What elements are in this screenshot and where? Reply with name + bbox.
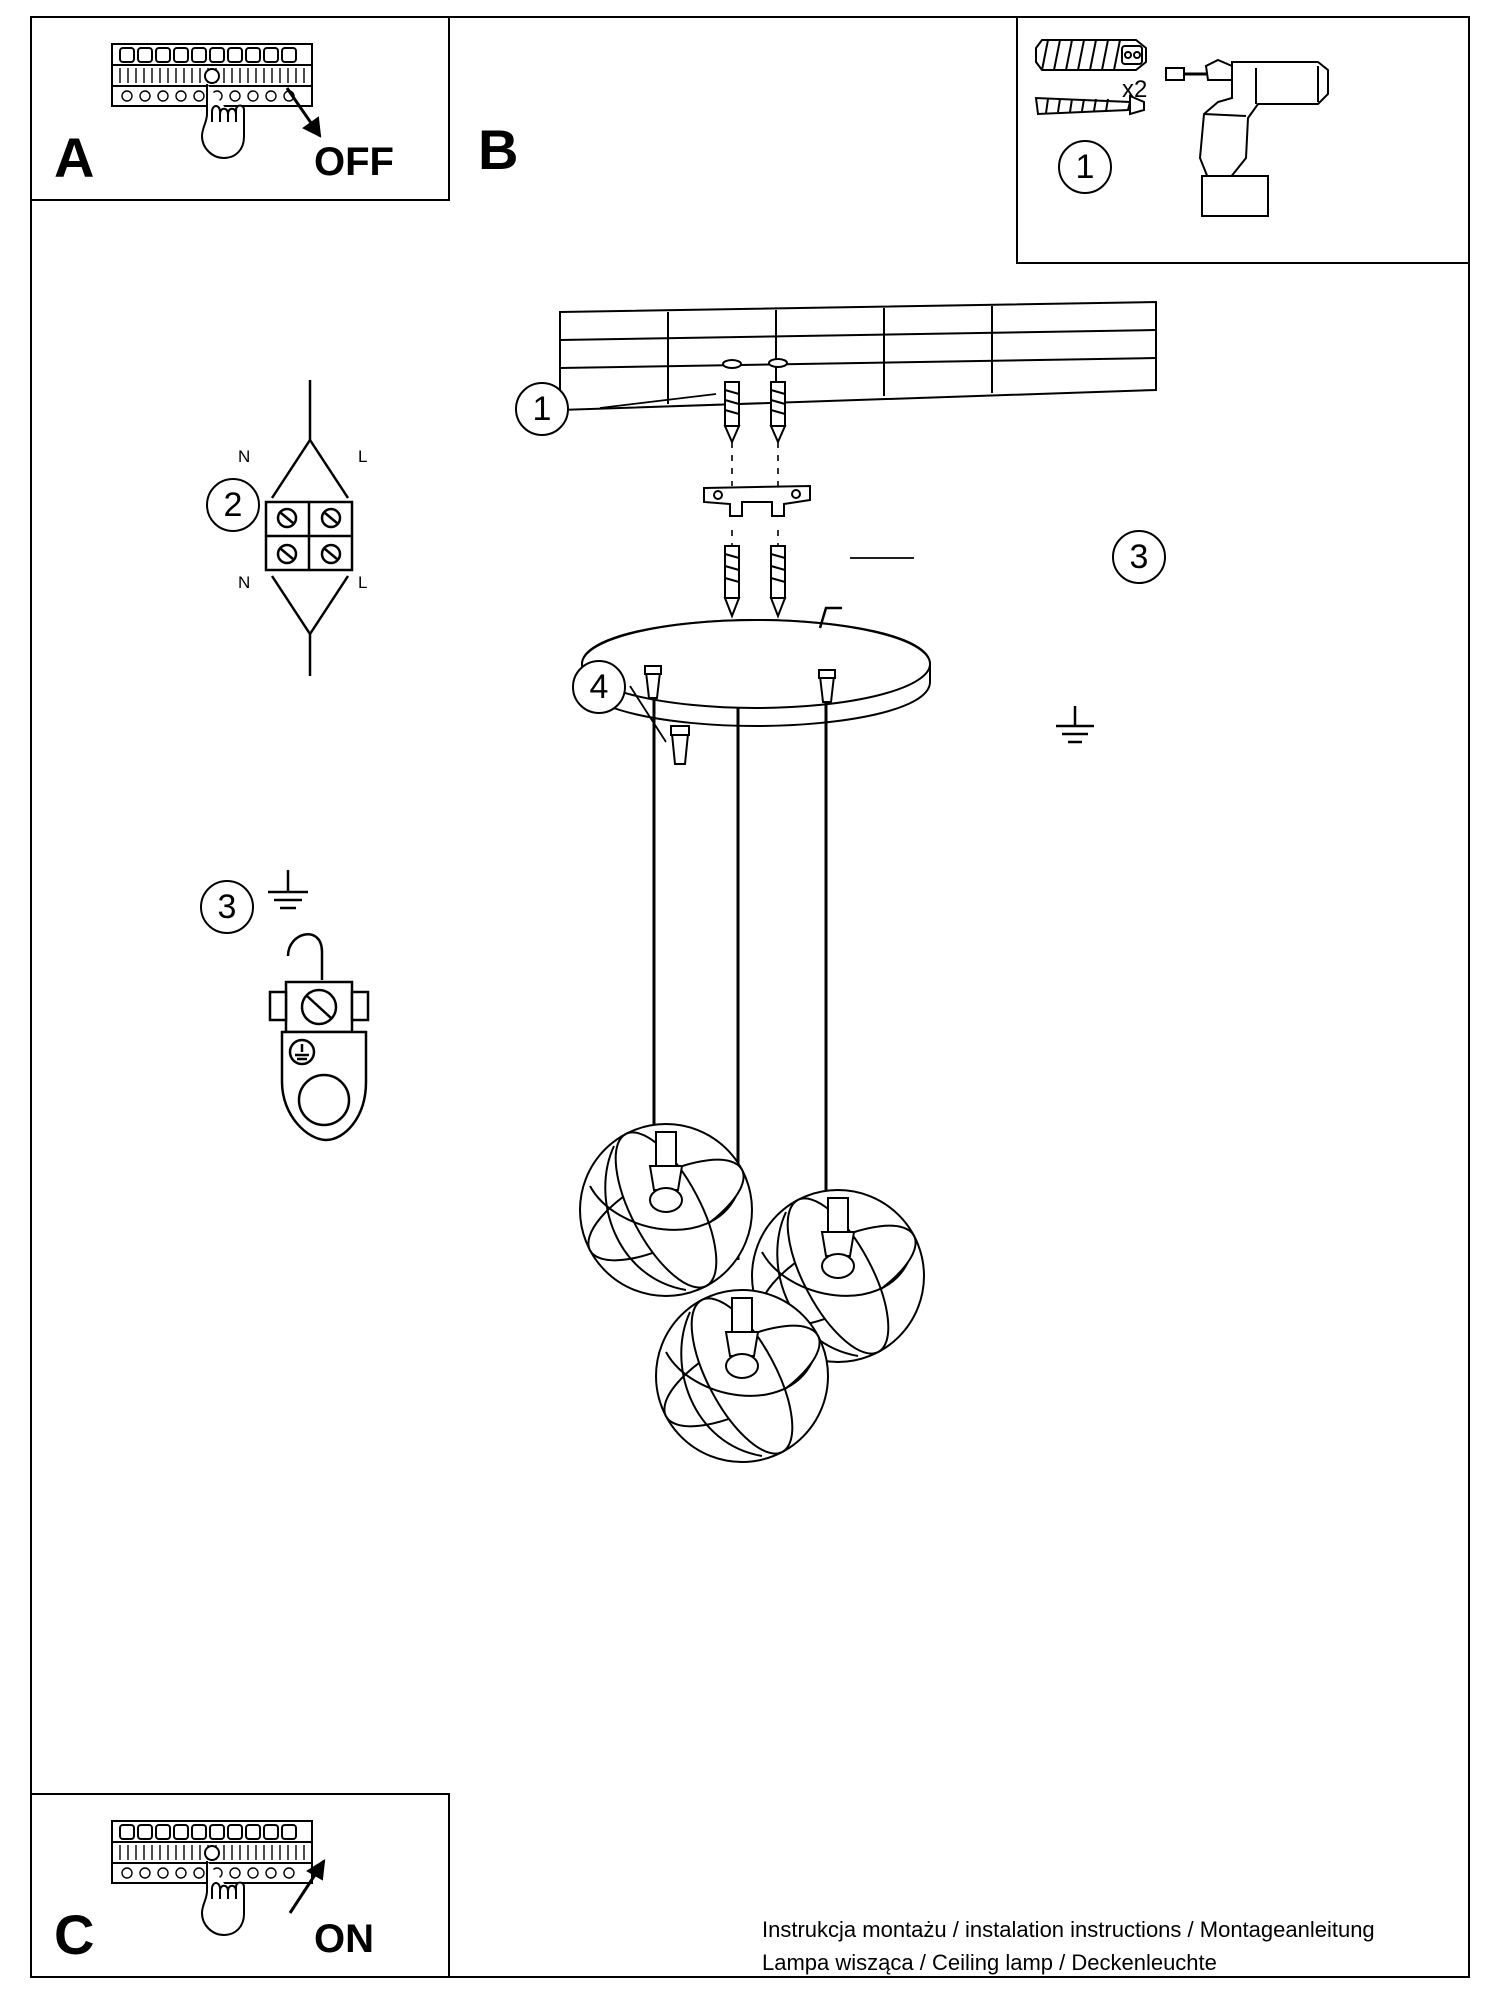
- shade-upper-left: [574, 1118, 758, 1302]
- footer-line-1: Instrukcja montażu / instalation instructions / Montageanleitung: [762, 1917, 1375, 1942]
- power-drill-icon: [1166, 60, 1328, 216]
- callout-parts-number: 1: [1058, 140, 1112, 194]
- earth-ground-symbol-icon: [1040, 700, 1110, 760]
- terminal-block-step: [180, 380, 440, 810]
- terminal-label-l-bottom: L: [358, 573, 368, 592]
- step-a-panel: [30, 16, 450, 201]
- callout-3-main: 3: [1112, 530, 1166, 584]
- callout-2-left: 2: [206, 478, 260, 532]
- step-c-panel: [30, 1793, 450, 1978]
- cable-grip-detached: [671, 726, 689, 764]
- step-a-letter: A: [54, 126, 95, 189]
- ceiling-slab: [560, 302, 1156, 410]
- callout-4-main: 4: [572, 660, 626, 714]
- ceiling-canopy: [582, 608, 930, 726]
- footer-line-2: Lampa wisząca / Ceiling lamp / Deckenleuchte: [762, 1950, 1217, 1975]
- step-c-letter: C: [54, 1903, 95, 1966]
- ceiling-screw-right: [771, 382, 785, 442]
- callout-1-main: 1: [515, 382, 569, 436]
- ceiling-screw-left: [725, 382, 739, 442]
- earth-step: [240, 860, 440, 1170]
- terminal-label-l-top: L: [358, 447, 368, 466]
- canopy-screw-left: [725, 546, 739, 616]
- canopy-screw-right: [771, 546, 785, 616]
- step-b-letter: B: [478, 118, 519, 181]
- parts-panel: [1016, 16, 1470, 264]
- terminal-label-n-bottom: N: [238, 573, 251, 592]
- mounting-bracket: [704, 486, 810, 516]
- earth-illustration: [240, 860, 440, 1170]
- lamp-assembly-illustration: [520, 290, 1240, 1810]
- terminal-block-illustration: [180, 380, 440, 810]
- step-a-label: OFF: [314, 140, 394, 184]
- step-c-label: ON: [314, 1917, 374, 1961]
- wall-plug-icon: [1036, 40, 1146, 70]
- terminal-label-n-top: N: [238, 447, 251, 466]
- main-assembly-drawing: [520, 290, 1240, 1810]
- callout-3-left: 3: [200, 880, 254, 934]
- parts-quantity-label: x2: [1122, 76, 1148, 103]
